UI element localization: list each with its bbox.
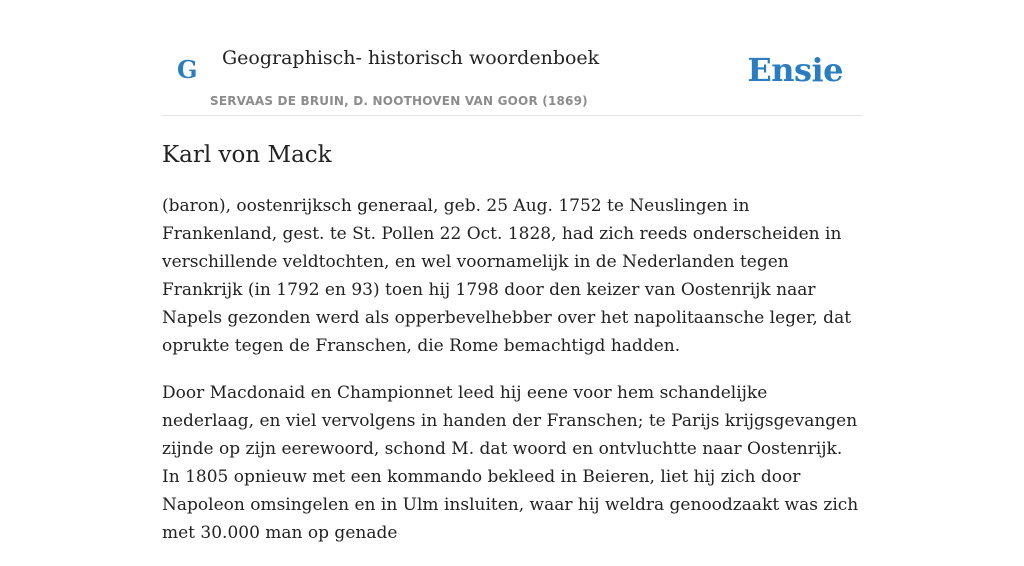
book-title-link[interactable]: Geographisch- historisch woordenboek <box>222 47 600 69</box>
book-letter-icon[interactable]: G <box>177 55 198 84</box>
ensie-logo[interactable]: Ensie <box>747 51 843 89</box>
header <box>162 30 862 116</box>
entry-title: Karl von Mack <box>162 142 332 168</box>
entry-paragraph: Door Macdonaid en Championnet leed hij eene voor hem schandelijke nederlaag, en viel vervolgens in handen der Franschen; te Parijs krijgsgevangen zijnde op zijn eerewoord, schond M. dat woord en ontvluchtte naar Oostenrijk. In 1805 opnieuw met een kommando bekleed in Beieren, liet hij zich door Napoleon omsingelen en in Ulm insluiten, waar hij weldra genoodzaakt was zich met 30.000 man op genade <box>162 383 859 543</box>
entry-body <box>162 192 862 566</box>
book-authors: SERVAAS DE BRUIN, D. NOOTHOVEN VAN GOOR (1869) <box>210 94 588 108</box>
entry-paragraph: (baron), oostenrijksch generaal, geb. 25 Aug. 1752 te Neuslingen in Frankenland, gest. te St. Pollen 22 Oct. 1828, had zich reeds onderscheiden in verschillende veldtochten, en wel voornamelijk in de Nederlanden tegen Frankrijk (in 1792 en 93) toen hij 1798 door den keizer van Oostenrijk naar Napels gezonden werd als opperbevelhebber over het napolitaansche leger, dat oprukte tegen de Franschen, die Rome bemachtigd hadden. <box>162 196 852 356</box>
